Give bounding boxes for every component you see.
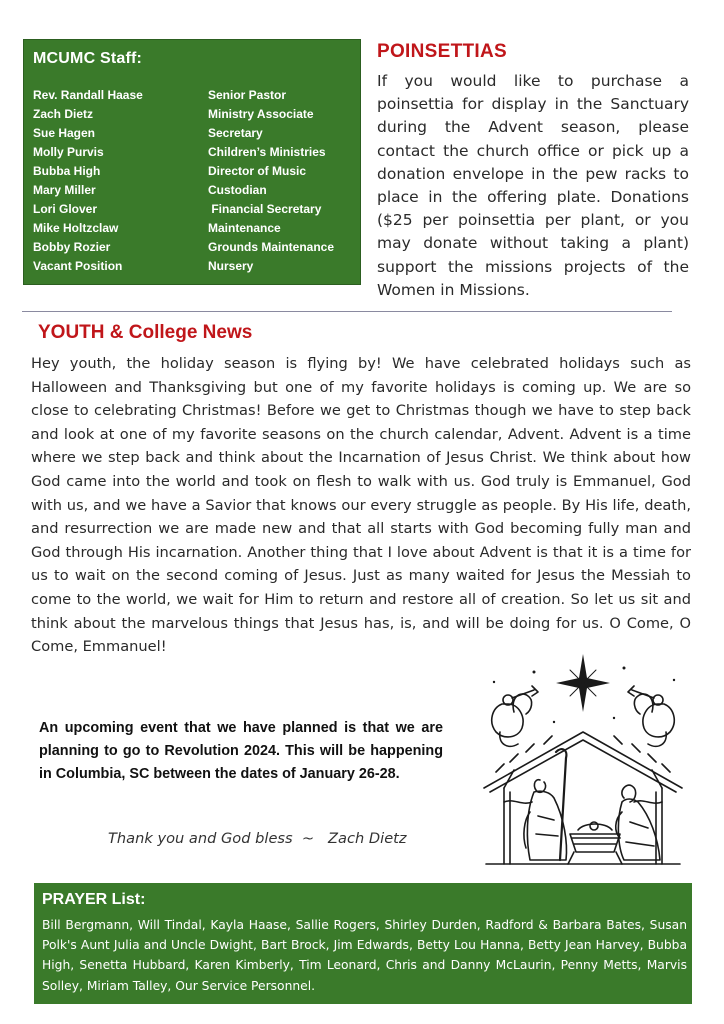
manger-icon	[568, 822, 622, 864]
staff-name: Bubba High	[33, 164, 101, 178]
staff-list	[33, 86, 358, 276]
staff-role: Nursery	[208, 259, 254, 273]
staff-name: Bobby Rozier	[33, 240, 111, 254]
mary-figure-icon	[616, 785, 660, 860]
staff-row	[33, 200, 358, 219]
staff-row	[33, 181, 358, 200]
prayer-list: Bill Bergmann, Will Tindal, Kayla Haase, Sallie Rogers, Shirley Durden, Radford & Barbara Bates, Susan Polk's Aunt Julia and Uncle Dwight, Bart Brock, Jim Edwards, Betty Lou Hanna, Betty Jean Harvey, Bubba High, Senetta Hubbard, Karen Kimberly, Tim Leonard, Chris and Danny McLaurin, Penny Metts, Marvis Solley, Miriam Talley, Our Service Personnel.	[42, 918, 687, 993]
prayer-heading: PRAYER List:	[42, 891, 146, 908]
staff-row	[33, 105, 358, 124]
event-announcement: An upcoming event that we have planned is that we are planning to go to Revolution 2024. This will be happening in Columbia, SC between the dates of January 26-28.	[39, 720, 443, 783]
staff-role: Custodian	[208, 183, 267, 197]
staff-role: Financial Secretary	[208, 202, 322, 216]
staff-role: Ministry Associate	[208, 107, 314, 121]
staff-row	[33, 86, 358, 105]
staff-row	[33, 257, 358, 276]
poinsettias-heading: POINSETTIAS	[377, 41, 507, 62]
staff-title: MCUMC Staff:	[33, 50, 143, 67]
staff-role: Maintenance	[208, 221, 281, 235]
staff-role: Senior Pastor	[208, 88, 287, 102]
staff-name: Molly Purvis	[33, 145, 104, 159]
section-divider	[22, 311, 672, 312]
signoff: Thank you and God bless ~ Zach Dietz	[108, 830, 407, 847]
nativity-scene-icon	[474, 652, 692, 872]
staff-name: Mary Miller	[33, 183, 96, 197]
staff-name: Mike Holtzclaw	[33, 221, 119, 235]
staff-name: Vacant Position	[33, 259, 123, 273]
youth-paragraph: Hey youth, the holiday season is flying by! We have celebrated holidays such as Halloween and Thanksgiving but one of my favorite holidays is coming up. We are so close to celebrating Christmas! Before we get to Christmas though we have to step back and look at one of my favorite seasons on the church calendar, Advent. Advent is a time where we step back and think about the Incarnation of Jesus Christ. We think about how God came into the world and took on flesh to walk with us. God truly is Emmanuel, God with us, and we have a Savior that knows our every struggle as people. By His life, death, and resurrection we are made new and that all starts with God becoming fully man and God through His incarnation. Another thing that I love about Advent is that it is a time for us to wait on the second coming of Jesus. Just as many waited for Jesus the Messiah to come to the world, we wait for Him to return and restore all of creation. So let us sit and think about the marvelous things that Jesus has, is, and will be doing for us. O Come, O Come, Emmanuel!	[31, 355, 691, 656]
staff-name: Zach Dietz	[33, 107, 94, 121]
staff-row	[33, 238, 358, 257]
prayer-box	[34, 883, 692, 1004]
staff-row	[33, 219, 358, 238]
angel-icon	[492, 686, 538, 746]
star-icon	[556, 654, 610, 712]
staff-name: Rev. Randall Haase	[33, 88, 143, 102]
angel-icon	[628, 686, 674, 746]
staff-row	[33, 143, 358, 162]
poinsettias-paragraph: If you would like to purchase a poinsettia for display in the Sanctuary during the Advent season, please contact the church office or pick up a donation envelope in the pew racks to place in the offering plate. Donations ($25 per poinsettia per plant, or you may donate without taking a plant) support the missions projects of the Women in Missions.	[377, 72, 689, 299]
staff-row	[33, 124, 358, 143]
staff-row	[33, 162, 358, 181]
staff-name: Sue Hagen	[33, 126, 96, 140]
staff-role: Director of Music	[208, 164, 307, 178]
staff-role: Children’s Ministries	[208, 145, 326, 159]
staff-role: Grounds Maintenance	[208, 240, 335, 254]
staff-role: Secretary	[208, 126, 263, 140]
joseph-figure-icon	[524, 749, 567, 860]
staff-name: Lori Glover	[33, 202, 98, 216]
youth-heading: YOUTH & College News	[38, 322, 253, 343]
staff-box	[23, 39, 361, 285]
